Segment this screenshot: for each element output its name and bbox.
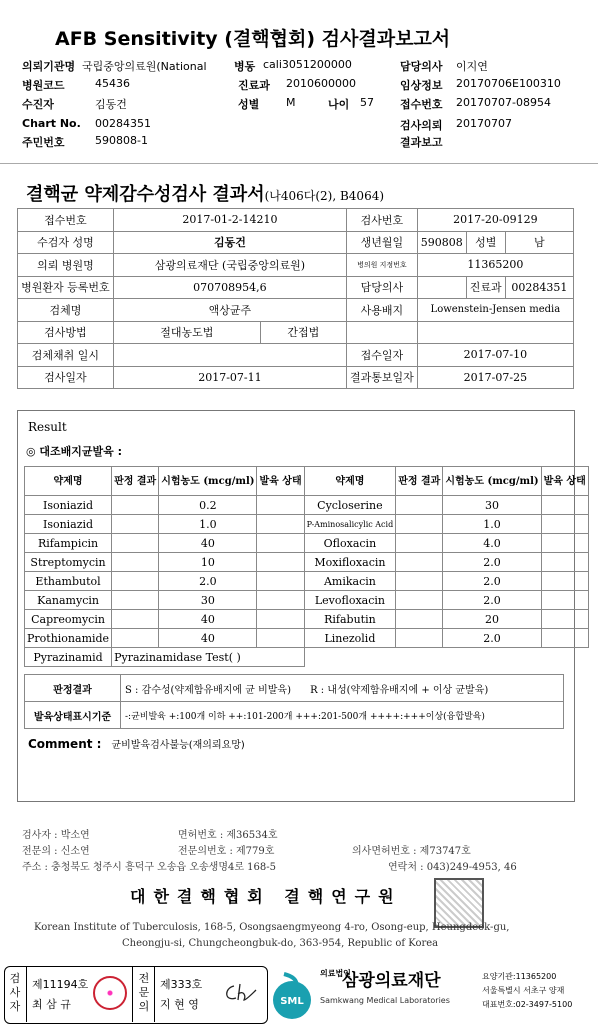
- drug-name: Moxifloxacin: [304, 553, 396, 572]
- drug-row: [25, 553, 589, 572]
- drug-judge: [396, 553, 443, 572]
- drug-name: Capreomycin: [25, 610, 112, 629]
- drug-conc: 2.0: [443, 572, 541, 591]
- header-label-ward: 병동: [234, 60, 256, 73]
- drug-conc: 30: [159, 591, 257, 610]
- col-judge: 판정 결과: [112, 467, 159, 496]
- drug-name: Cycloserine: [304, 496, 396, 515]
- drug-name: Pyrazinamid: [25, 648, 112, 667]
- drug-name: Rifabutin: [304, 610, 396, 629]
- doctor-license: 의사면허번호 : 제73747호: [352, 846, 471, 857]
- header-value-clinical: 20170706E100310: [456, 77, 561, 90]
- examiner: 검사자 : 박소연: [22, 830, 90, 841]
- header-label-clinical: 임상정보: [400, 79, 443, 92]
- header-label-patient: 수진자: [22, 98, 54, 111]
- specialist-number: 제333호: [160, 978, 203, 991]
- patient-info-table: [17, 208, 574, 389]
- header-value-dept: 2010600000: [286, 77, 356, 90]
- drug-judge: [112, 591, 159, 610]
- info-label: 사용배지: [347, 299, 418, 322]
- drug-sensitivity-table: [24, 466, 589, 667]
- header-label-sex: 성별: [238, 98, 260, 111]
- header-value-request: 20170707: [456, 117, 512, 130]
- header-label-reception: 접수번호: [400, 98, 443, 111]
- drug-growth: [541, 629, 588, 648]
- lab-info: 요양기관:11365200 서울특별시 서초구 양재 대표번호:02-3497-5100: [482, 972, 573, 1009]
- drug-conc: 0.2: [159, 496, 257, 515]
- info-value: 간접법: [260, 321, 346, 344]
- info-value: 절대농도법: [113, 321, 260, 344]
- divider: [154, 966, 155, 1022]
- drug-name: Prothionamide: [25, 629, 112, 648]
- sml-logo-icon: [272, 970, 312, 1020]
- drug-name: P-Aminosalicylic Acid: [304, 515, 396, 534]
- divider: [132, 966, 133, 1022]
- drug-growth: [257, 515, 304, 534]
- header-value-hospital-code: 45436: [95, 77, 130, 90]
- english-address-1: Korean Institute of Tuberculosis, 168-5, Osongsaengmyeong 4-ro, Osong-eup, Heungdeok-gu,: [34, 922, 510, 933]
- col-conc: 시험농도 (mcg/ml): [443, 467, 541, 496]
- header-label-institution: 의뢰기관명: [22, 60, 76, 73]
- drug-growth: [257, 534, 304, 553]
- phone: 연락처 : 043)249-4953, 46: [388, 862, 517, 873]
- org-name: 삼광의료재단: [342, 971, 441, 991]
- drug-name: Ethambutol: [25, 572, 112, 591]
- org-english: Samkwang Medical Laboratories: [320, 996, 450, 1005]
- info-value: 590808: [417, 231, 466, 254]
- header-value-age: 57: [360, 96, 374, 109]
- drug-judge: [396, 515, 443, 534]
- svg-text:SML: SML: [280, 996, 304, 1007]
- drug-conc: 20: [443, 610, 541, 629]
- judge-label: 판정결과: [25, 675, 121, 702]
- info-label: 검사일자: [18, 366, 114, 389]
- examiner-name: 최 삼 규: [32, 998, 71, 1011]
- address: 주소 : 충청북도 청주시 흥덕구 오송읍 오송생명4로 168-5: [22, 862, 277, 873]
- header-value-reception: 20170707-08954: [456, 96, 551, 109]
- header-label-age: 나이: [328, 98, 350, 111]
- info-value: 남: [505, 231, 573, 254]
- header-value-rrn: 590808-1: [95, 134, 148, 147]
- header-label-rrn: 주민번호: [22, 136, 65, 149]
- drug-growth: [541, 534, 588, 553]
- drug-judge: [396, 534, 443, 553]
- drug-judge: [112, 515, 159, 534]
- report-heading: 결핵균 약제감수성검사 결과서(나406다(2), B4064): [26, 184, 385, 205]
- specialist-vertical-label: 전문의: [138, 972, 150, 1013]
- drug-row: [25, 496, 589, 515]
- info-value: 2017-07-11: [113, 366, 346, 389]
- drug-judge: [396, 496, 443, 515]
- drug-name: Ofloxacin: [304, 534, 396, 553]
- drug-conc: 40: [159, 610, 257, 629]
- specialist-name: 지 현 영: [160, 998, 199, 1011]
- drug-name: Isoniazid: [25, 496, 112, 515]
- col-growth: 발육 상태: [257, 467, 304, 496]
- drug-row: [25, 534, 589, 553]
- organization-name: 대한결핵협회 결핵연구원: [130, 887, 402, 906]
- drug-growth: [257, 496, 304, 515]
- drug-row: [25, 648, 589, 667]
- info-value: Lowenstein-Jensen media: [417, 299, 573, 322]
- header-label-hospital-code: 병원코드: [22, 79, 65, 92]
- drug-judge: [112, 610, 159, 629]
- pyrazinamidase-test: Pyrazinamidase Test( ): [112, 648, 305, 667]
- info-value: [417, 321, 573, 344]
- info-label: 담당의사: [347, 276, 418, 299]
- col-conc: 시험농도 (mcg/ml): [159, 467, 257, 496]
- drug-conc: 2.0: [443, 629, 541, 648]
- drug-judge: [396, 610, 443, 629]
- examiner-vertical-label: 검사자: [9, 972, 21, 1013]
- info-value: 2017-01-2-14210: [113, 209, 346, 232]
- organization-seal: [434, 878, 484, 928]
- info-label: 의뢰 병원명: [18, 254, 114, 277]
- drug-judge: [112, 572, 159, 591]
- drug-conc: 30: [443, 496, 541, 515]
- drug-name: Linezolid: [304, 629, 396, 648]
- info-value: 070708954,6: [113, 276, 346, 299]
- control-growth-label: ◎ 대조배지균발육 :: [26, 445, 123, 458]
- header-value-ward: cali3051200000: [263, 58, 352, 71]
- info-label: 접수번호: [18, 209, 114, 232]
- report-title: AFB Sensitivity (결핵협회) 검사결과보고서: [55, 28, 451, 50]
- drug-growth: [257, 553, 304, 572]
- header-label-report: 결과보고: [400, 136, 443, 149]
- specialist: 전문의 : 신소연: [22, 846, 90, 857]
- drug-conc: 2.0: [159, 572, 257, 591]
- comment: Comment : 균비발육검사불능(재의뢰요망): [28, 737, 245, 751]
- drug-conc: 2.0: [443, 591, 541, 610]
- growth-criteria: -:균비발육 +:100개 이하 ++:101-200개 +++:201-500개 ++++:+++이상(융합발육): [121, 702, 564, 729]
- drug-conc: 2.0: [443, 553, 541, 572]
- org-prefix: 의료법인: [320, 969, 351, 978]
- info-label: 병원환자 등록번호: [18, 276, 114, 299]
- header-divider: [0, 163, 598, 164]
- info-value: [417, 276, 466, 299]
- info-label: 검사방법: [18, 321, 114, 344]
- drug-judge: [112, 496, 159, 515]
- drug-growth: [541, 496, 588, 515]
- info-value: 김동건: [113, 231, 346, 254]
- header-value-sex: M: [286, 96, 296, 109]
- drug-name: Streptomycin: [25, 553, 112, 572]
- drug-growth: [257, 572, 304, 591]
- signature-icon: [222, 982, 258, 1004]
- drug-conc: 4.0: [443, 534, 541, 553]
- col-growth: 발육 상태: [541, 467, 588, 496]
- info-label: 결과통보일자: [347, 366, 418, 389]
- drug-growth: [541, 553, 588, 572]
- drug-growth: [541, 515, 588, 534]
- drug-judge: [396, 629, 443, 648]
- drug-name: Isoniazid: [25, 515, 112, 534]
- drug-judge: [112, 534, 159, 553]
- header-value-institution: 국립중앙의료원(National: [82, 60, 207, 73]
- info-value: 삼광의료재단 (국립중앙의료원): [113, 254, 346, 277]
- drug-growth: [257, 610, 304, 629]
- drug-judge: [396, 572, 443, 591]
- legend-table: [24, 674, 564, 729]
- specialist-license: 전문의번호 : 제779호: [178, 846, 275, 857]
- header-value-chart: 00284351: [95, 117, 151, 130]
- drug-conc: 10: [159, 553, 257, 572]
- growth-label: 발육상태표시기준: [25, 702, 121, 729]
- header-label-doctor: 담당의사: [400, 60, 443, 73]
- header-value-doctor: 이지연: [456, 60, 488, 73]
- drug-row: [25, 610, 589, 629]
- info-value: 11365200: [417, 254, 573, 277]
- col-drug: 약제명: [25, 467, 112, 496]
- english-address-2: Cheongju-si, Chungcheongbuk-do, 363-954, Republic of Korea: [122, 938, 439, 949]
- info-label: 검사번호: [347, 209, 418, 232]
- col-drug: 약제명: [304, 467, 396, 496]
- info-value: [113, 344, 346, 367]
- drug-name: Rifampicin: [25, 534, 112, 553]
- drug-judge: [396, 591, 443, 610]
- drug-judge: [112, 629, 159, 648]
- drug-growth: [541, 610, 588, 629]
- drug-row: [25, 629, 589, 648]
- drug-conc: 1.0: [159, 515, 257, 534]
- drug-conc: 1.0: [443, 515, 541, 534]
- drug-growth: [541, 572, 588, 591]
- info-value: 2017-20-09129: [417, 209, 573, 232]
- drug-growth: [257, 629, 304, 648]
- header-label-request: 검사의뢰: [400, 119, 443, 132]
- info-label: 생년월일: [347, 231, 418, 254]
- drug-name: Amikacin: [304, 572, 396, 591]
- info-label: 진료과: [466, 276, 505, 299]
- header-label-chart: Chart No.: [22, 117, 81, 130]
- result-label: Result: [28, 420, 67, 434]
- info-label: 접수일자: [347, 344, 418, 367]
- examiner-license: 면허번호 : 제36534호: [178, 830, 278, 841]
- drug-name: Levofloxacin: [304, 591, 396, 610]
- info-value: 00284351: [505, 276, 573, 299]
- header-value-patient: 김동건: [95, 98, 127, 111]
- examiner-number: 제11194호: [32, 978, 89, 991]
- header-label-dept: 진료과: [238, 79, 270, 92]
- info-value: 2017-07-10: [417, 344, 573, 367]
- info-label: 병의원 지정번호: [347, 254, 418, 277]
- drug-conc: 40: [159, 629, 257, 648]
- info-value: 2017-07-25: [417, 366, 573, 389]
- divider: [26, 966, 27, 1022]
- drug-growth: [257, 591, 304, 610]
- drug-growth: [541, 591, 588, 610]
- info-label: [347, 321, 418, 344]
- info-label: 검체채취 일시: [18, 344, 114, 367]
- info-label: 성별: [466, 231, 505, 254]
- drug-row: [25, 572, 589, 591]
- drug-judge: [112, 553, 159, 572]
- info-value: 액상균주: [113, 299, 346, 322]
- drug-conc: 40: [159, 534, 257, 553]
- judge-criteria: S : 감수성(약제함유배지에 균 비발육) R : 내성(약제함유배지에 + 이상 균발육): [121, 675, 564, 702]
- examiner-seal: [93, 976, 127, 1010]
- drug-row: [25, 515, 589, 534]
- info-label: 수검자 성명: [18, 231, 114, 254]
- col-judge: 판정 결과: [396, 467, 443, 496]
- info-label: 검체명: [18, 299, 114, 322]
- drug-row: [25, 591, 589, 610]
- drug-name: Kanamycin: [25, 591, 112, 610]
